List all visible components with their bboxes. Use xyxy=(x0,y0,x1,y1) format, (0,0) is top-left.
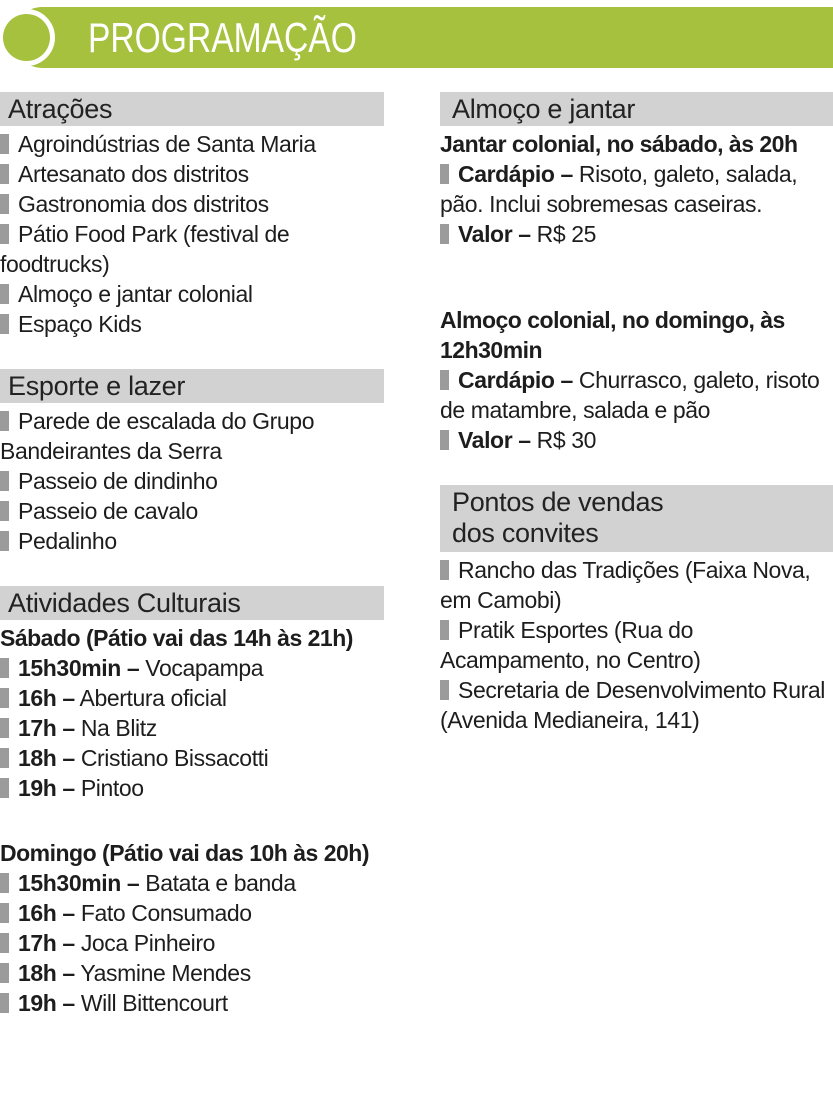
list-item-text: Passeio de cavalo xyxy=(18,498,198,524)
section-header-pontos-de-vendas xyxy=(440,485,833,552)
bullet-icon xyxy=(440,560,449,580)
schedule-time: 15h30min – xyxy=(18,870,140,896)
schedule-time: 15h30min – xyxy=(18,655,140,681)
bullet-icon xyxy=(0,933,9,953)
price-text: R$ 30 xyxy=(530,427,597,453)
schedule-time: 18h – xyxy=(18,960,75,986)
page-title: PROGRAMAÇÃO xyxy=(88,14,357,61)
bullet-icon xyxy=(0,134,9,154)
bullet-icon xyxy=(0,224,9,244)
bullet-icon xyxy=(440,164,449,184)
bullet-icon xyxy=(0,748,9,768)
section-almoco-e-jantar xyxy=(440,92,833,455)
lunch-price-item xyxy=(440,425,833,455)
bullet-icon xyxy=(0,284,9,304)
list-item-text: Rancho das Tradições (Faixa Nova, em Camobi) xyxy=(440,557,811,613)
price-text: R$ 25 xyxy=(530,221,597,247)
page-header xyxy=(0,7,833,68)
saturday-subtitle: Sábado (Pátio vai das 14h às 21h) xyxy=(0,625,353,651)
menu-text: Churrasco, galeto, risoto de matambre, salada e pão xyxy=(440,367,820,423)
schedule-item xyxy=(0,713,384,743)
bullet-icon xyxy=(0,164,9,184)
dinner-price-item xyxy=(440,219,833,249)
list-item-text: Pratik Esportes (Rua do Acampamento, no Centro) xyxy=(440,617,701,673)
bullet-icon xyxy=(440,620,449,640)
list-item xyxy=(440,555,833,615)
schedule-time: 19h – xyxy=(18,775,75,801)
schedule-item xyxy=(0,988,384,1018)
schedule-act: Cristiano Bissacotti xyxy=(74,745,269,771)
list-item-text: Agroindústrias de Santa Maria xyxy=(18,131,316,157)
list-item-text: Gastronomia dos distritos xyxy=(18,191,269,217)
list-item xyxy=(0,496,384,526)
bullet-icon xyxy=(440,680,449,700)
schedule-act: Batata e banda xyxy=(139,870,296,896)
sunday-subtitle: Domingo (Pátio vai das 10h às 20h) xyxy=(0,840,369,866)
schedule-act: Na Blitz xyxy=(74,715,157,741)
page xyxy=(0,7,833,1018)
list-item xyxy=(0,279,384,309)
list-item xyxy=(440,675,833,735)
schedule-item xyxy=(0,653,384,683)
list-item-text: Artesanato dos distritos xyxy=(18,161,249,187)
schedule-time: 19h – xyxy=(18,990,75,1016)
schedule-item xyxy=(0,928,384,958)
menu-text: Risoto, galeto, salada, pão. Inclui sobremesas caseiras. xyxy=(440,161,798,217)
right-column xyxy=(440,92,833,1018)
list-item-text: Pedalinho xyxy=(18,528,117,554)
bullet-icon xyxy=(0,903,9,923)
bullet-icon xyxy=(0,658,9,678)
bullet-icon xyxy=(440,430,449,450)
list-item xyxy=(0,526,384,556)
schedule-act: Joca Pinheiro xyxy=(74,930,215,956)
schedule-item xyxy=(0,743,384,773)
dinner-subtitle: Jantar colonial, no sábado, às 20h xyxy=(440,131,798,157)
bullet-icon xyxy=(440,370,449,390)
bullet-icon xyxy=(0,963,9,983)
section-header-almoco-e-jantar: Almoço e jantar xyxy=(440,92,833,126)
schedule-time: 17h – xyxy=(18,715,75,741)
price-label: Valor – xyxy=(458,427,531,453)
list-item-text: Pátio Food Park (festival de foodtrucks) xyxy=(0,221,290,277)
left-column xyxy=(0,92,384,1018)
section-header-atracoes: Atrações xyxy=(0,92,384,126)
schedule-time: 18h – xyxy=(18,745,75,771)
section-header-atividades-culturais: Atividades Culturais xyxy=(0,586,384,620)
section-atividades-culturais xyxy=(0,586,384,1018)
bullet-icon xyxy=(0,411,9,431)
bullet-icon xyxy=(0,501,9,521)
schedule-item xyxy=(0,958,384,988)
list-item xyxy=(0,219,384,279)
list-item xyxy=(0,466,384,496)
lunch-menu-item xyxy=(440,365,833,425)
schedule-time: 16h – xyxy=(18,685,75,711)
bullet-icon xyxy=(0,718,9,738)
content-columns xyxy=(0,92,833,1018)
schedule-item xyxy=(0,898,384,928)
menu-label: Cardápio – xyxy=(458,367,573,393)
price-label: Valor – xyxy=(458,221,531,247)
bullet-icon xyxy=(0,471,9,491)
list-item xyxy=(440,615,833,675)
section-header-line1: Pontos de vendas xyxy=(452,487,664,517)
section-atracoes xyxy=(0,92,384,339)
list-item-text: Almoço e jantar colonial xyxy=(18,281,253,307)
header-circle-icon xyxy=(3,14,50,61)
menu-label: Cardápio – xyxy=(458,161,573,187)
schedule-act: Abertura oficial xyxy=(74,685,227,711)
list-item-text: Parede de escalada do Grupo Bandeirantes da Serra xyxy=(0,408,315,464)
list-item xyxy=(0,129,384,159)
section-header-esporte-e-lazer: Esporte e lazer xyxy=(0,369,384,403)
schedule-act: Pintoo xyxy=(74,775,144,801)
bullet-icon xyxy=(0,688,9,708)
schedule-item xyxy=(0,868,384,898)
list-item xyxy=(0,189,384,219)
schedule-act: Will Bittencourt xyxy=(74,990,228,1016)
bullet-icon xyxy=(0,993,9,1013)
bullet-icon xyxy=(0,194,9,214)
list-item-text: Espaço Kids xyxy=(18,311,142,337)
schedule-time: 17h – xyxy=(18,930,75,956)
schedule-act: Fato Consumado xyxy=(74,900,252,926)
bullet-icon xyxy=(440,224,449,244)
schedule-item xyxy=(0,773,384,803)
list-item xyxy=(0,309,384,339)
lunch-subtitle: Almoço colonial, no domingo, às 12h30min xyxy=(440,307,785,363)
bullet-icon xyxy=(0,873,9,893)
schedule-item xyxy=(0,683,384,713)
section-esporte-e-lazer xyxy=(0,369,384,556)
list-item xyxy=(0,406,384,466)
schedule-time: 16h – xyxy=(18,900,75,926)
schedule-act: Yasmine Mendes xyxy=(74,960,251,986)
dinner-menu-item xyxy=(440,159,833,219)
bullet-icon xyxy=(0,531,9,551)
list-item-text: Secretaria de Desenvolvimento Rural (Avenida Medianeira, 141) xyxy=(440,677,825,733)
bullet-icon xyxy=(0,314,9,334)
section-pontos-de-vendas xyxy=(440,485,833,735)
schedule-act: Vocapampa xyxy=(139,655,264,681)
bullet-icon xyxy=(0,778,9,798)
list-item xyxy=(0,159,384,189)
section-header-line2: dos convites xyxy=(452,518,599,548)
list-item-text: Passeio de dindinho xyxy=(18,468,218,494)
